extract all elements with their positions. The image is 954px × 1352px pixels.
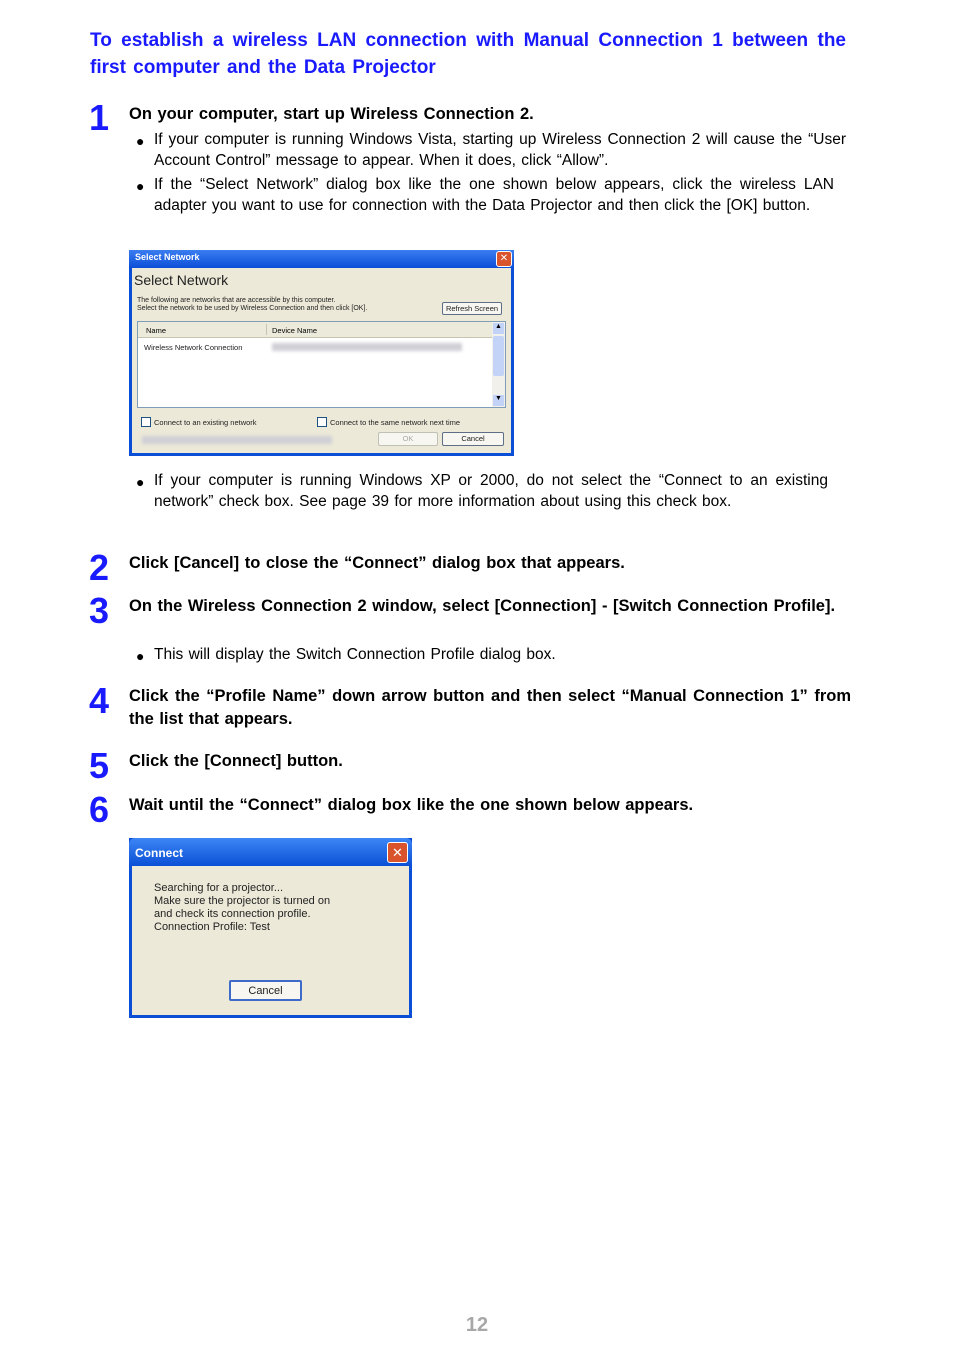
bullet-vista [136,130,846,171]
ok-button[interactable]: OK [378,432,438,446]
bullet-xp-text: If your computer is running Windows XP or 2000, do not select the “Connect to an existing network” check box. See page 39 for more information about using this check box. [154,472,828,510]
bullet-select-network [136,175,834,216]
scroll-down-icon[interactable]: ▼ [493,395,504,406]
step-1-text: On your computer, start up Wireless Connection 2. [129,105,534,123]
dialog-title: Select Network [135,252,200,262]
step-number-3: 3 [89,590,110,631]
step-number-5: 5 [89,745,110,786]
column-separator [266,324,267,335]
dialog-titlebar [129,838,412,866]
step-number-2: 2 [89,547,110,588]
cancel-button[interactable]: Cancel [442,432,504,446]
close-icon[interactable]: ✕ [387,842,408,863]
bullet-select-network-text: If the “Select Network” dialog box like the one shown below appears, click the wireless LAN adapter you want to use for connection with the Data Projector and then click the [OK] button. [154,176,834,214]
step-4-text: Click the “Profile Name” down arrow button and then select “Manual Connection 1” from the list that appears. [129,687,851,728]
bullet-switch-profile [136,645,846,666]
network-list[interactable] [137,321,506,408]
select-network-dialog [129,250,514,456]
bullet-xp [136,471,828,512]
description-line-2: Select the network to be used by Wireless Connection and then click [OK]. [137,305,368,312]
close-icon[interactable]: ✕ [496,251,512,267]
bullet-dot: ● [136,133,145,149]
list-header [138,322,492,338]
step-3-text: On the Wireless Connection 2 window, select [Connection] - [Switch Connection Profile]. [129,597,836,615]
bullet-vista-text: If your computer is running Windows Vista, starting up Wireless Connection 2 will cause the “User Account Control” message to appear. When it does, click “Allow”. [154,131,846,169]
dialog-description [137,297,367,313]
checkbox-connect-existing[interactable] [141,417,257,427]
dialog-title: Connect [135,846,183,860]
column-name[interactable]: Name [146,326,167,335]
blurred-adapter-name [142,436,332,444]
checkbox-label: Connect to an existing network [154,418,257,427]
refresh-screen-button[interactable]: Refresh Screen [442,302,502,315]
page-number: 12 [465,1314,489,1336]
bullet-dot: ● [136,178,145,194]
step-2-text: Click [Cancel] to close the “Connect” dialog box that appears. [129,554,625,572]
dialog-titlebar [129,250,514,268]
checkbox-label: Connect to the same network next time [330,418,461,427]
bullet-switch-profile-text: This will display the Switch Connection Profile dialog box. [154,646,556,663]
step-6-text: Wait until the “Connect” dialog box like the one shown below appears. [129,796,694,814]
connect-dialog [129,838,412,1018]
dialog-body [132,866,409,1015]
blurred-device-name [272,343,462,351]
connect-message: Searching for a projector... Make sure the projector is turned on and check its connection profile. Connection Profile: Test [154,882,331,933]
bullet-dot: ● [136,474,145,490]
checkbox-box[interactable] [317,417,327,427]
section-heading: To establish a wireless LAN connection with Manual Connection 1 between the first computer and the Data Projector [90,30,846,78]
cancel-button[interactable]: Cancel [229,980,302,1001]
step-number-6: 6 [89,789,110,830]
step-number-4: 4 [89,680,110,721]
list-item[interactable]: Wireless Network Connection [144,343,243,352]
step-5-text: Click the [Connect] button. [129,752,343,770]
checkbox-box[interactable] [141,417,151,427]
bullet-dot: ● [136,648,145,664]
step-number-1: 1 [89,97,110,138]
dialog-heading: Select Network [134,272,229,288]
scroll-thumb[interactable] [493,336,504,376]
scrollbar[interactable] [492,322,505,407]
scroll-up-icon[interactable]: ▲ [493,323,504,334]
description-line-1: The following are networks that are accessible by this computer. [137,297,336,304]
dialog-body [132,268,511,453]
column-device-name[interactable]: Device Name [272,326,318,335]
checkbox-connect-same[interactable] [317,417,460,427]
